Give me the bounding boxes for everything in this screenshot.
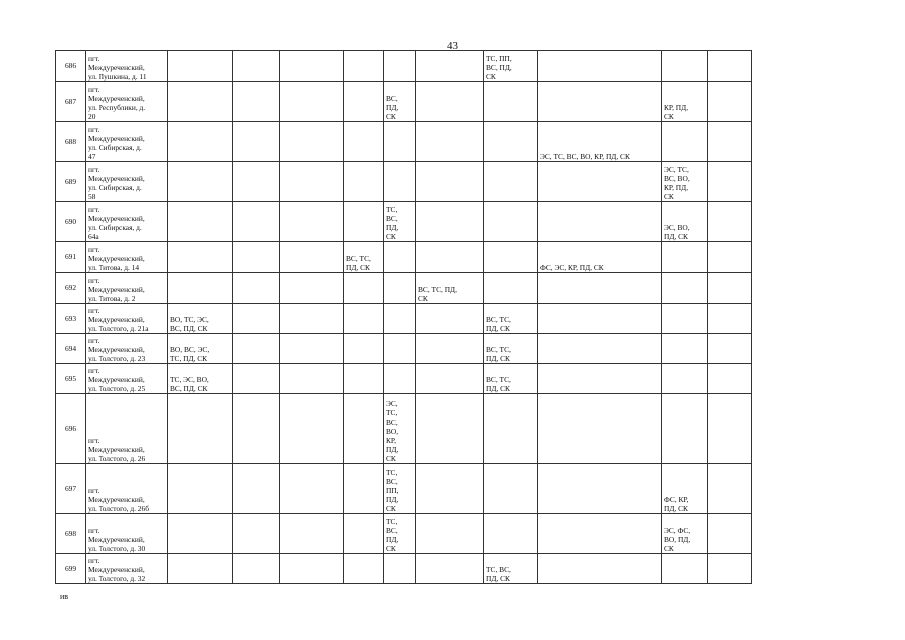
work-type-cell [280, 304, 344, 334]
row-number: 694 [56, 334, 86, 364]
address-line: пгт. [88, 525, 100, 535]
table-row [56, 364, 752, 394]
work-type-cell [344, 514, 384, 554]
work-type-cell: ВС, ТС, ПД, СК [416, 273, 484, 304]
address-line: Междуреченский, [88, 213, 145, 223]
work-type-cell [384, 273, 416, 304]
work-type-cell [538, 514, 662, 554]
table-row [56, 51, 752, 82]
work-type-cell: ВО, ВС, ЭС, ТС, ПД, СК [168, 334, 233, 364]
address-cell [86, 334, 168, 364]
work-type-cell [233, 304, 280, 334]
table-row [56, 162, 752, 202]
work-type-cell [233, 364, 280, 394]
row-number: 696 [56, 394, 86, 464]
work-type-cell [416, 51, 484, 82]
address-cell [86, 202, 168, 242]
work-type-cell [662, 122, 708, 162]
table-row [56, 334, 752, 364]
address-line: Междуреченский, [88, 344, 145, 354]
work-type-cell [484, 122, 538, 162]
address-line: Междуреченский, [88, 374, 145, 384]
work-type-cell [384, 334, 416, 364]
page-number: 43 [447, 40, 458, 52]
address-line: Междуреченский, [88, 494, 145, 504]
work-type-cell [344, 554, 384, 584]
address-cell [86, 82, 168, 122]
address-line: ул. Толстого, д. 26б [88, 503, 149, 513]
address-cell [86, 122, 168, 162]
work-type-cell [168, 554, 233, 584]
work-type-cell [538, 334, 662, 364]
work-type-cell: ЭС, ФС, ВО, ПД, СК [662, 514, 708, 554]
work-type-cell [662, 51, 708, 82]
address-line: ул. Сибирская, д. [88, 182, 142, 192]
row-number: 692 [56, 273, 86, 304]
address-line: пгт. [88, 53, 100, 63]
row-number: 693 [56, 304, 86, 334]
work-type-cell [662, 304, 708, 334]
table-row [56, 514, 752, 554]
row-number: 690 [56, 202, 86, 242]
register-table [55, 50, 752, 584]
address-line: пгт. [88, 305, 100, 315]
work-type-cell: КР, ПД, СК [662, 82, 708, 122]
address-line: Междуреченский, [88, 93, 145, 103]
work-type-cell [416, 514, 484, 554]
work-type-cell [538, 304, 662, 334]
address-line: ул. Сибирская, д. [88, 222, 142, 232]
work-type-cell [280, 202, 344, 242]
address-cell [86, 162, 168, 202]
address-line: ул. Толстого, д. 26 [88, 453, 146, 463]
work-type-cell: ТС, ВС, ПД, СК [384, 202, 416, 242]
work-type-cell [280, 464, 344, 514]
work-type-cell [708, 202, 752, 242]
work-type-cell [233, 242, 280, 273]
work-type-cell [233, 464, 280, 514]
work-type-cell [484, 464, 538, 514]
work-type-cell [168, 514, 233, 554]
address-line: пгт. [88, 124, 100, 134]
row-number: 688 [56, 122, 86, 162]
work-type-cell [344, 82, 384, 122]
work-type-cell [233, 202, 280, 242]
work-type-cell [484, 82, 538, 122]
table-row [56, 304, 752, 334]
work-type-cell [384, 242, 416, 273]
work-type-cell [416, 82, 484, 122]
work-type-cell [384, 554, 416, 584]
address-line: 58 [88, 191, 96, 201]
work-type-cell [384, 162, 416, 202]
work-type-cell: ТС, ЭС, ВО, ВС, ПД, СК [168, 364, 233, 394]
work-type-cell [484, 394, 538, 464]
address-line: Междуреченский, [88, 564, 145, 574]
work-type-cell [708, 364, 752, 394]
work-type-cell [280, 394, 344, 464]
address-line: Междуреченский, [88, 314, 145, 324]
row-number: 697 [56, 464, 86, 514]
work-type-cell: ЭС, ТС, ВС, ВО, КР, ПД, СК [384, 394, 416, 464]
address-cell [86, 304, 168, 334]
work-type-cell [233, 82, 280, 122]
work-type-cell [168, 202, 233, 242]
work-type-cell [280, 514, 344, 554]
work-type-cell [168, 242, 233, 273]
work-type-cell [344, 162, 384, 202]
work-type-cell [280, 242, 344, 273]
work-type-cell [662, 554, 708, 584]
work-type-cell [538, 464, 662, 514]
address-line: пгт. [88, 204, 100, 214]
address-cell [86, 364, 168, 394]
work-type-cell [708, 82, 752, 122]
work-type-cell: ВС, ТС, ПД, СК [484, 304, 538, 334]
work-type-cell [280, 554, 344, 584]
work-type-cell [233, 514, 280, 554]
work-type-cell [344, 394, 384, 464]
address-line: 20 [88, 111, 96, 121]
address-line: Междуреченский, [88, 444, 145, 454]
row-number: 687 [56, 82, 86, 122]
work-type-cell [662, 242, 708, 273]
work-type-cell: ЭС, ТС, ВС, ВО, КР, ПД, СК [662, 162, 708, 202]
address-cell [86, 464, 168, 514]
work-type-cell [708, 273, 752, 304]
work-type-cell [662, 273, 708, 304]
work-type-cell [168, 273, 233, 304]
table-row [56, 554, 752, 584]
address-line: ул. Толстого, д. 25 [88, 383, 146, 393]
row-number: 689 [56, 162, 86, 202]
address-line: ул. Титова, д. 14 [88, 262, 140, 272]
work-type-cell [484, 242, 538, 273]
table-body [56, 51, 752, 584]
address-line: ул. Пушкина, д. 11 [88, 71, 147, 81]
address-line: Междуреченский, [88, 173, 145, 183]
work-type-cell [344, 334, 384, 364]
row-number: 686 [56, 51, 86, 82]
work-type-cell [708, 304, 752, 334]
address-line: ул. Сибирская, д. [88, 142, 142, 152]
work-type-cell [168, 82, 233, 122]
work-type-cell [416, 334, 484, 364]
row-number: 699 [56, 554, 86, 584]
work-type-cell [708, 554, 752, 584]
address-cell [86, 51, 168, 82]
work-type-cell [708, 242, 752, 273]
work-type-cell [708, 334, 752, 364]
address-line: пгт. [88, 485, 100, 495]
work-type-cell [416, 554, 484, 584]
work-type-cell [416, 464, 484, 514]
address-line: пгт. [88, 275, 100, 285]
work-type-cell [233, 394, 280, 464]
work-type-cell [280, 51, 344, 82]
work-type-cell [484, 273, 538, 304]
work-type-cell [416, 162, 484, 202]
work-type-cell [708, 514, 752, 554]
work-type-cell [280, 273, 344, 304]
address-cell [86, 554, 168, 584]
work-type-cell [168, 122, 233, 162]
address-line: пгт. [88, 335, 100, 345]
work-type-cell [484, 202, 538, 242]
work-type-cell [538, 162, 662, 202]
work-type-cell [416, 242, 484, 273]
work-type-cell [384, 51, 416, 82]
work-type-cell [416, 394, 484, 464]
table-row [56, 464, 752, 514]
address-line: пгт. [88, 365, 100, 375]
footer-mark: ив [60, 592, 69, 601]
work-type-cell [662, 364, 708, 394]
address-line: пгт. [88, 435, 100, 445]
address-line: пгт. [88, 164, 100, 174]
work-type-cell: ВС, ТС, ПД, СК [484, 364, 538, 394]
work-type-cell: ВС, ТС, ПД, СК [484, 334, 538, 364]
address-line: пгт. [88, 84, 100, 94]
work-type-cell [233, 162, 280, 202]
work-type-cell [168, 464, 233, 514]
work-type-cell [280, 162, 344, 202]
address-line: 47 [88, 151, 96, 161]
work-type-cell [538, 273, 662, 304]
address-line: ул. Толстого, д. 32 [88, 573, 146, 583]
work-type-cell: ТС, ПП, ВС, ПД, СК [484, 51, 538, 82]
work-type-cell [416, 202, 484, 242]
row-number: 691 [56, 242, 86, 273]
work-type-cell [662, 334, 708, 364]
work-type-cell [233, 334, 280, 364]
address-line: Междуреченский, [88, 133, 145, 143]
work-type-cell [344, 122, 384, 162]
address-cell [86, 273, 168, 304]
address-line: ул. Титова, д. 2 [88, 293, 136, 303]
work-type-cell [708, 464, 752, 514]
row-number: 698 [56, 514, 86, 554]
work-type-cell [344, 364, 384, 394]
work-type-cell [280, 82, 344, 122]
work-type-cell: ФС, ЭС, КР, ПД, СК [538, 242, 662, 273]
work-type-cell: ЭС, ТС, ВС, ВО, КР, ПД, СК [538, 122, 662, 162]
work-type-cell [168, 51, 233, 82]
work-type-cell [708, 51, 752, 82]
work-type-cell [233, 51, 280, 82]
work-type-cell [344, 202, 384, 242]
work-type-cell [344, 273, 384, 304]
address-cell [86, 514, 168, 554]
table-row [56, 202, 752, 242]
work-type-cell [662, 394, 708, 464]
work-type-cell [233, 554, 280, 584]
address-line: ул. Толстого, д. 21а [88, 323, 149, 333]
work-type-cell [280, 364, 344, 394]
work-type-cell: ВО, ТС, ЭС, ВС, ПД, СК [168, 304, 233, 334]
table-row [56, 273, 752, 304]
work-type-cell: ВС, ТС, ПД, СК [344, 242, 384, 273]
work-type-cell [416, 364, 484, 394]
table-row [56, 394, 752, 464]
work-type-cell [384, 122, 416, 162]
address-line: пгт. [88, 555, 100, 565]
address-line: 64а [88, 231, 99, 241]
work-type-cell [233, 273, 280, 304]
address-cell [86, 394, 168, 464]
work-type-cell: ТС, ВС, ПД, СК [384, 514, 416, 554]
work-type-cell [233, 122, 280, 162]
work-type-cell [538, 82, 662, 122]
work-type-cell [708, 122, 752, 162]
work-type-cell [344, 304, 384, 334]
work-type-cell [168, 162, 233, 202]
address-line: Междуреченский, [88, 253, 145, 263]
work-type-cell: ТС, ВС, ПП, ПД, СК [384, 464, 416, 514]
work-type-cell [708, 394, 752, 464]
work-type-cell [280, 334, 344, 364]
work-type-cell [538, 554, 662, 584]
work-type-cell [538, 51, 662, 82]
table-row [56, 242, 752, 273]
address-line: ул. Толстого, д. 30 [88, 543, 146, 553]
work-type-cell [416, 122, 484, 162]
table-row [56, 82, 752, 122]
address-cell [86, 242, 168, 273]
address-line: пгт. [88, 244, 100, 254]
work-type-cell [416, 304, 484, 334]
work-type-cell: ЭС, ВО, ПД, СК [662, 202, 708, 242]
work-type-cell: ФС, КР, ПД, СК [662, 464, 708, 514]
work-type-cell: ВС, ПД, СК [384, 82, 416, 122]
address-line: Междуреченский, [88, 62, 145, 72]
address-line: ул. Толстого, д. 23 [88, 353, 146, 363]
address-line: Междуреченский, [88, 534, 145, 544]
work-type-cell [344, 464, 384, 514]
work-type-cell [538, 364, 662, 394]
work-type-cell [538, 202, 662, 242]
work-type-cell [538, 394, 662, 464]
work-type-cell [384, 364, 416, 394]
address-line: Междуреченский, [88, 284, 145, 294]
work-type-cell [344, 51, 384, 82]
work-type-cell: ТС, ВС, ПД, СК [484, 554, 538, 584]
work-type-cell [384, 304, 416, 334]
work-type-cell [484, 514, 538, 554]
work-type-cell [484, 162, 538, 202]
work-type-cell [708, 162, 752, 202]
work-type-cell [168, 394, 233, 464]
table-row [56, 122, 752, 162]
address-line: ул. Республики, д. [88, 102, 146, 112]
row-number: 695 [56, 364, 86, 394]
work-type-cell [280, 122, 344, 162]
